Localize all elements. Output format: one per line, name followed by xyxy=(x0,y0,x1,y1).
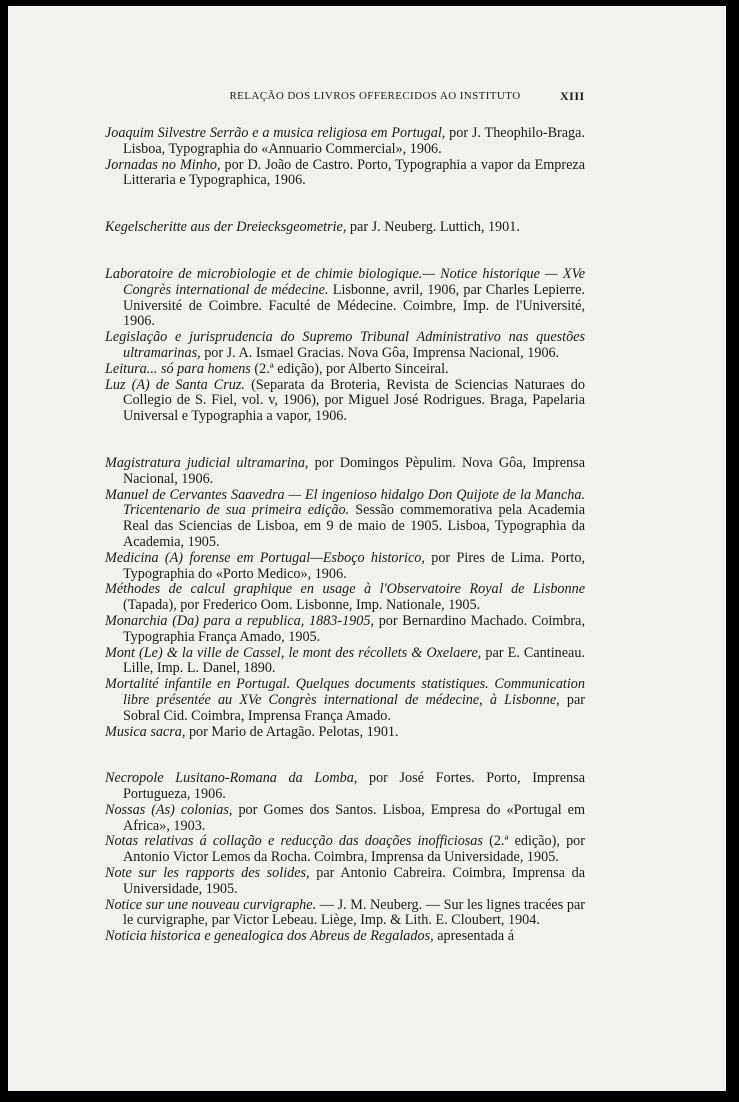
list-item: Notas relativas á collação e reducção das doações inofficiosas (2.ª edição), por Antonio Victor Lemos da Rocha. Coimbra, Imprensa da Universidade, 1905. xyxy=(105,833,585,866)
bibliography-list xyxy=(105,126,585,945)
entry-group-j xyxy=(105,126,585,189)
list-item: Nossas (As) colonias, por Gomes dos Santos. Lisboa, Empresa do «Portugal em Africa», 1903. xyxy=(105,801,585,834)
entry-group-n xyxy=(105,771,585,945)
book-page xyxy=(8,6,726,1091)
list-item: Mont (Le) & la ville de Cassel, le mont des récollets & Oxelaere, par E. Cantineau. Lille, Imp. L. Danel, 1890. xyxy=(105,644,585,677)
list-item: Musica sacra, por Mario de Artagão. Pelotas, 1901. xyxy=(105,723,399,740)
list-item: Kegelscheritte aus der Dreiecksgeometrie, par J. Neuberg. Luttich, 1901. xyxy=(105,219,520,236)
entry-group-l xyxy=(105,267,585,425)
list-item: Magistratura judicial ultramarina, por Domingos Pèpulim. Nova Gôa, Imprensa Nacional, 1906. xyxy=(105,454,585,487)
running-header: RELAÇÃO DOS LIVROS OFFERECIDOS AO INSTITUTO xyxy=(229,90,521,102)
list-item: Manuel de Cervantes Saavedra — El ingenioso hidalgo Don Quijote de la Mancha. Tricentenario de sua primeira edição. Sessão commemorativa pela Academia Real das Sciencias de Lisboa, em 9 de maio de 1905. Lisboa, Typographia da Academia, 1905. xyxy=(105,486,585,550)
list-item: Joaquim Silvestre Serrão e a musica religiosa em Portugal, por J. Theophilo-Braga. Lisboa, Typographia do «Annuario Commercial», 1906. xyxy=(105,125,585,157)
list-item: Note sur les rapports des solides, par Antonio Cabreira. Coimbra, Imprensa da Universidade, 1905. xyxy=(105,865,585,897)
list-item: Luz (A) de Santa Cruz. (Separata da Broteria, Revista de Sciencias Naturaes do Collegio de S. Fiel, vol. v, 1906), por Miguel José Rodrigues. Braga, Papelaria Universal e Typographia a vapor, 1906. xyxy=(105,376,585,425)
entry-group-m xyxy=(105,456,585,740)
list-item: Monarchia (Da) para a republica, 1883-1905, por Bernardino Machado. Coimbra, Typographia França Amado, 1905. xyxy=(105,612,585,645)
list-item: Necropole Lusitano-Romana da Lomba, por José Fortes. Porto, Imprensa Portugueza, 1906. xyxy=(105,770,585,803)
list-item: Noticia historica e genealogica dos Abreus de Regalados, apresentada á xyxy=(105,928,514,945)
list-item: Medicina (A) forense em Portugal—Esboço historico, por Pires de Lima. Porto, Typographia do «Porto Medico», 1906. xyxy=(105,549,585,582)
page-number: XIII xyxy=(560,89,585,103)
list-item: Leitura... só para homens (2.ª edição), por Alberto Sinceiral. xyxy=(105,360,449,377)
list-item: Méthodes de calcul graphique en usage à l'Observatoire Royal de Lisbonne (Tapada), por Frederico Oom. Lisbonne, Imp. Nationale, 1905. xyxy=(105,581,585,614)
list-item: Jornadas no Minho, por D. João de Castro. Porto, Typographia a vapor da Empreza Litteraria e Typographica, 1906. xyxy=(105,156,586,189)
list-item: Legislação e jurisprudencia do Supremo Tribunal Administrativo nas questões ultramarinas, por J. A. Ismael Gracias. Nova Gôa, Imprensa Nacional, 1906. xyxy=(105,329,585,361)
list-item: Laboratoire de microbiologie et de chimie biologique.— Notice historique — XVe Congrès international de médecine. Lisbonne, avril, 1906, par Charles Lepierre. Université de Coimbre. Faculté de Médecine. Coimbre, Imp. de l'Université, 1906. xyxy=(105,265,585,330)
list-item: Notice sur une nouveau curvigraphe. — J. M. Neuberg. — Sur les lignes tracées par le curvigraphe, par Victor Lebeau. Liège, Imp. & Lith. E. Cloubert, 1904. xyxy=(105,896,585,929)
list-item: Mortalité infantile en Portugal. Quelques documents statistiques. Communication libre présentée au XVe Congrès international de médecine, à Lisbonne, par Sobral Cid. Coimbra, Imprensa França Amado. xyxy=(105,676,585,724)
entry-group-k xyxy=(105,220,585,236)
